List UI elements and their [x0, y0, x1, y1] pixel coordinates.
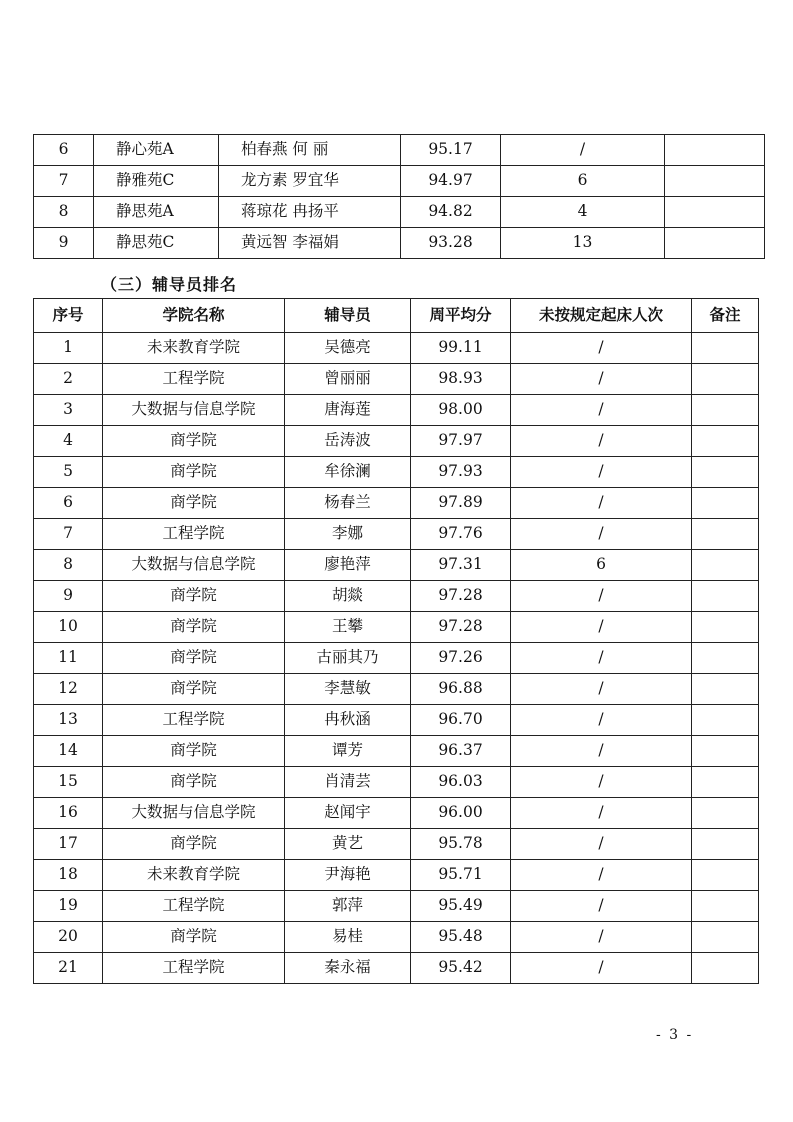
cell-index: 6: [34, 135, 94, 166]
cell-score: 97.28: [411, 581, 511, 612]
cell-score: 96.03: [411, 767, 511, 798]
cell-college: 工程学院: [103, 364, 285, 395]
cell-index: 20: [34, 922, 103, 953]
cell-note: [692, 798, 759, 829]
cell-college: 商学院: [103, 581, 285, 612]
table-row: [34, 488, 759, 519]
cell-count: /: [511, 519, 692, 550]
cell-college: 商学院: [103, 488, 285, 519]
cell-index: 8: [34, 197, 94, 228]
cell-index: 15: [34, 767, 103, 798]
dorm-ranking-table: [33, 134, 765, 259]
cell-counselor: 李慧敏: [285, 674, 411, 705]
cell-counselors: 黄远智 李福娟: [219, 228, 401, 259]
cell-college: 工程学院: [103, 891, 285, 922]
cell-index: 7: [34, 519, 103, 550]
cell-dorm-name: 静雅苑C: [94, 166, 219, 197]
cell-index: 17: [34, 829, 103, 860]
cell-score: 95.42: [411, 953, 511, 984]
cell-note: [692, 519, 759, 550]
cell-score: 98.93: [411, 364, 511, 395]
cell-index: 2: [34, 364, 103, 395]
cell-count: 6: [511, 550, 692, 581]
cell-count: /: [511, 860, 692, 891]
cell-counselor: 王攀: [285, 612, 411, 643]
cell-score: 97.93: [411, 457, 511, 488]
cell-counselor: 曾丽丽: [285, 364, 411, 395]
cell-note: [665, 228, 765, 259]
cell-count: /: [511, 953, 692, 984]
cell-index: 12: [34, 674, 103, 705]
cell-counselor: 秦永福: [285, 953, 411, 984]
cell-college: 商学院: [103, 736, 285, 767]
cell-note: [692, 643, 759, 674]
table-row: [34, 736, 759, 767]
cell-index: 5: [34, 457, 103, 488]
cell-college: 工程学院: [103, 519, 285, 550]
cell-note: [692, 457, 759, 488]
cell-count: /: [511, 581, 692, 612]
cell-counselor: 胡燚: [285, 581, 411, 612]
cell-note: [692, 891, 759, 922]
table-row: [34, 197, 765, 228]
cell-dorm-name: 静思苑A: [94, 197, 219, 228]
cell-counselors: 蒋琼花 冉扬平: [219, 197, 401, 228]
table-row: [34, 767, 759, 798]
table-row: [34, 643, 759, 674]
cell-score: 95.49: [411, 891, 511, 922]
cell-counselor: 冉秋涵: [285, 705, 411, 736]
cell-note: [665, 197, 765, 228]
cell-count: /: [511, 364, 692, 395]
cell-college: 未来教育学院: [103, 333, 285, 364]
cell-score: 98.00: [411, 395, 511, 426]
cell-note: [692, 488, 759, 519]
page-number: - 3 -: [656, 1027, 694, 1043]
cell-counselor: 黄艺: [285, 829, 411, 860]
cell-score: 97.97: [411, 426, 511, 457]
table-row: [34, 891, 759, 922]
cell-score: 93.28: [401, 228, 501, 259]
cell-score: 95.71: [411, 860, 511, 891]
cell-count: /: [511, 798, 692, 829]
cell-count: 13: [501, 228, 665, 259]
table-row: [34, 612, 759, 643]
cell-note: [692, 364, 759, 395]
cell-index: 4: [34, 426, 103, 457]
cell-counselors: 龙方素 罗宜华: [219, 166, 401, 197]
cell-count: /: [511, 922, 692, 953]
counselor-ranking-table: [33, 298, 759, 984]
cell-note: [692, 953, 759, 984]
header-college: 学院名称: [103, 299, 285, 333]
table-row: [34, 228, 765, 259]
table-row: [34, 674, 759, 705]
table-row: [34, 798, 759, 829]
cell-count: /: [511, 643, 692, 674]
cell-score: 99.11: [411, 333, 511, 364]
cell-college: 商学院: [103, 457, 285, 488]
cell-college: 大数据与信息学院: [103, 798, 285, 829]
cell-note: [692, 612, 759, 643]
cell-note: [692, 395, 759, 426]
cell-college: 未来教育学院: [103, 860, 285, 891]
table-row: [34, 922, 759, 953]
table-row: [34, 519, 759, 550]
cell-counselor: 古丽其乃: [285, 643, 411, 674]
cell-note: [692, 860, 759, 891]
cell-index: 21: [34, 953, 103, 984]
cell-count: /: [511, 767, 692, 798]
cell-index: 11: [34, 643, 103, 674]
header-index: 序号: [34, 299, 103, 333]
cell-index: 8: [34, 550, 103, 581]
header-late-count: 未按规定起床人次: [511, 299, 692, 333]
cell-count: /: [511, 333, 692, 364]
cell-counselors: 柏春燕 何 丽: [219, 135, 401, 166]
cell-counselor: 岳涛波: [285, 426, 411, 457]
cell-score: 96.37: [411, 736, 511, 767]
table-row: [34, 166, 765, 197]
cell-college: 商学院: [103, 426, 285, 457]
cell-count: /: [511, 457, 692, 488]
cell-note: [692, 581, 759, 612]
cell-index: 3: [34, 395, 103, 426]
cell-count: /: [511, 891, 692, 922]
cell-score: 95.78: [411, 829, 511, 860]
cell-counselor: 肖清芸: [285, 767, 411, 798]
table-row: [34, 550, 759, 581]
cell-counselor: 李娜: [285, 519, 411, 550]
cell-score: 97.31: [411, 550, 511, 581]
table-row: [34, 953, 759, 984]
cell-count: /: [511, 829, 692, 860]
table-row: [34, 581, 759, 612]
cell-counselor: 赵闻宇: [285, 798, 411, 829]
cell-note: [692, 426, 759, 457]
cell-note: [692, 550, 759, 581]
cell-college: 大数据与信息学院: [103, 550, 285, 581]
cell-college: 商学院: [103, 767, 285, 798]
cell-counselor: 谭芳: [285, 736, 411, 767]
cell-dorm-name: 静心苑A: [94, 135, 219, 166]
cell-index: 7: [34, 166, 94, 197]
cell-counselor: 廖艳萍: [285, 550, 411, 581]
table-row: [34, 860, 759, 891]
cell-college: 商学院: [103, 674, 285, 705]
cell-note: [692, 705, 759, 736]
cell-college: 商学院: [103, 922, 285, 953]
table-row: [34, 364, 759, 395]
section-title: （三）辅导员排名: [101, 275, 238, 294]
cell-score: 96.70: [411, 705, 511, 736]
cell-count: /: [511, 674, 692, 705]
table-row: [34, 457, 759, 488]
cell-count: /: [511, 736, 692, 767]
cell-note: [692, 736, 759, 767]
cell-count: 4: [501, 197, 665, 228]
cell-index: 1: [34, 333, 103, 364]
cell-note: [692, 767, 759, 798]
header-notes: 备注: [692, 299, 759, 333]
table-row: [34, 426, 759, 457]
table-row: [34, 135, 765, 166]
cell-index: 18: [34, 860, 103, 891]
cell-score: 94.97: [401, 166, 501, 197]
cell-score: 96.88: [411, 674, 511, 705]
cell-counselor: 尹海艳: [285, 860, 411, 891]
cell-note: [665, 135, 765, 166]
cell-counselor: 牟徐澜: [285, 457, 411, 488]
cell-counselor: 郭萍: [285, 891, 411, 922]
cell-note: [692, 829, 759, 860]
cell-note: [692, 922, 759, 953]
table-row: [34, 705, 759, 736]
cell-score: 97.28: [411, 612, 511, 643]
cell-college: 商学院: [103, 829, 285, 860]
table-header-row: [34, 299, 759, 333]
cell-counselor: 易桂: [285, 922, 411, 953]
cell-counselor: 唐海莲: [285, 395, 411, 426]
table-row: [34, 395, 759, 426]
cell-counselor: 杨春兰: [285, 488, 411, 519]
cell-index: 13: [34, 705, 103, 736]
cell-note: [692, 333, 759, 364]
cell-score: 95.17: [401, 135, 501, 166]
cell-score: 95.48: [411, 922, 511, 953]
cell-index: 16: [34, 798, 103, 829]
table-row: [34, 333, 759, 364]
cell-score: 96.00: [411, 798, 511, 829]
cell-college: 工程学院: [103, 705, 285, 736]
header-counselor: 辅导员: [285, 299, 411, 333]
cell-college: 商学院: [103, 643, 285, 674]
cell-college: 商学院: [103, 612, 285, 643]
cell-count: /: [511, 395, 692, 426]
cell-index: 6: [34, 488, 103, 519]
cell-dorm-name: 静思苑C: [94, 228, 219, 259]
cell-index: 14: [34, 736, 103, 767]
cell-count: /: [501, 135, 665, 166]
cell-score: 97.76: [411, 519, 511, 550]
cell-count: /: [511, 488, 692, 519]
dorm-ranking-body: [34, 135, 765, 259]
cell-counselor: 吴德亮: [285, 333, 411, 364]
cell-index: 9: [34, 228, 94, 259]
cell-college: 大数据与信息学院: [103, 395, 285, 426]
cell-note: [665, 166, 765, 197]
cell-count: /: [511, 426, 692, 457]
cell-count: /: [511, 612, 692, 643]
header-weekly-average: 周平均分: [411, 299, 511, 333]
cell-count: 6: [501, 166, 665, 197]
cell-count: /: [511, 705, 692, 736]
cell-score: 97.26: [411, 643, 511, 674]
cell-score: 94.82: [401, 197, 501, 228]
cell-index: 19: [34, 891, 103, 922]
table-row: [34, 829, 759, 860]
cell-note: [692, 674, 759, 705]
cell-score: 97.89: [411, 488, 511, 519]
cell-college: 工程学院: [103, 953, 285, 984]
counselor-ranking-body: [34, 333, 759, 984]
cell-index: 10: [34, 612, 103, 643]
cell-index: 9: [34, 581, 103, 612]
